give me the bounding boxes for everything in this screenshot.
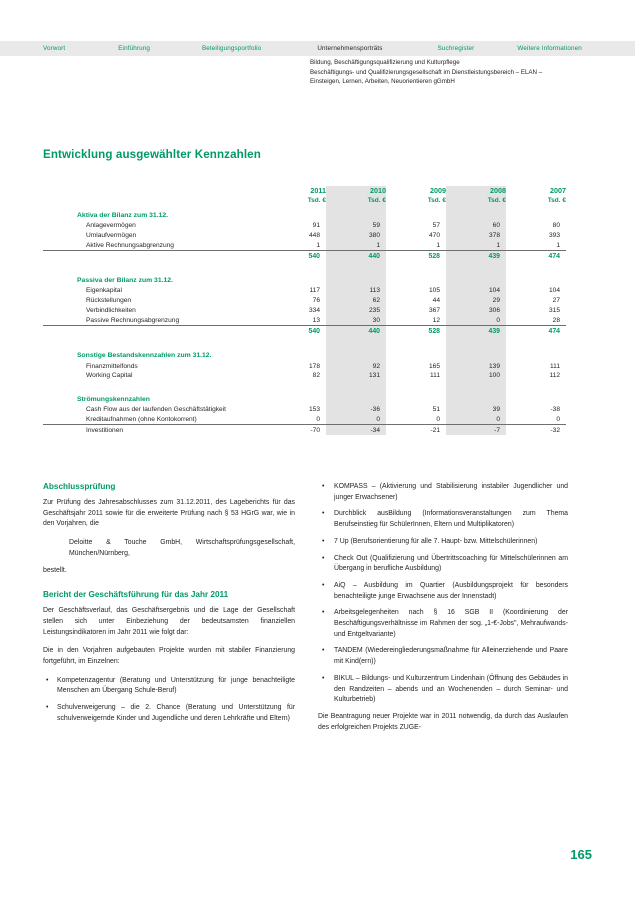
table-cell [386, 337, 446, 346]
table-cell: 440 [326, 251, 386, 262]
table-cell: 113 [326, 286, 386, 296]
table-spacer [43, 337, 566, 346]
table-cell: 27 [552, 297, 560, 305]
table-cell [326, 381, 386, 390]
table-cell [266, 381, 326, 390]
table-row [43, 286, 566, 296]
table-cell: Tsd. € [326, 196, 386, 205]
table-cell: -70 [310, 426, 320, 434]
table-cell: Tsd. € [427, 197, 446, 205]
table-cell: 117 [309, 287, 320, 295]
table-cell: 393 [548, 232, 560, 240]
row-label: Investitionen [86, 426, 124, 434]
row-label: Working Capital [86, 372, 133, 380]
table-cell: 62 [326, 296, 386, 306]
table-cell: 13 [266, 315, 326, 325]
table-header-units [43, 196, 566, 205]
table-cell [266, 337, 326, 346]
table-cell: 104 [446, 286, 506, 296]
table-spacer [43, 262, 566, 271]
table-cell: 2009 [430, 186, 446, 195]
table-cell [386, 381, 446, 390]
table-cell [266, 271, 326, 286]
table-cell: 0 [446, 315, 506, 325]
table-cell: 1 [266, 240, 326, 250]
table-cell: 92 [326, 361, 386, 371]
table-cell [506, 346, 566, 361]
table-cell: 111 [429, 372, 440, 380]
table-cell: 104 [548, 287, 560, 295]
table-cell: 235 [326, 306, 386, 316]
paragraph-geschaeftsverlauf: Der Geschäftsverlauf, das Geschäftsergebnis und die Lage der Gesellschaft stellen sich unter Einbeziehung der bedeutsamsten finanziellen Leistungsindikatoren im Jahr 2011 wie folgt dar: [43, 607, 295, 636]
header-caption-line2: Beschäftigungs- und Qualifizierungsgesellschaft im Dienstleistungsbereich – ELAN – [310, 68, 543, 76]
sum-label [43, 251, 266, 262]
table-cell [506, 337, 566, 346]
table-cell [446, 381, 506, 390]
table-cell: -32 [550, 426, 560, 434]
table-cell: 82 [312, 372, 320, 380]
table-cell: 28 [506, 315, 566, 325]
list-item: • KOMPASS – (Aktivierung und Stabilisierung instabiler Jugendlicher und junger Erwachsener) [318, 482, 568, 503]
table-cell [326, 346, 386, 361]
table-cell: 112 [549, 372, 560, 380]
table-cell [506, 390, 566, 405]
table-cell [266, 346, 326, 361]
table-cell: 2011 [310, 186, 326, 195]
table-cell: -34 [326, 425, 386, 435]
table-row [43, 414, 566, 424]
table-cell: 1 [446, 240, 506, 250]
table-cell [506, 381, 566, 390]
table-row [43, 221, 566, 231]
table-section-header [43, 271, 566, 286]
table-cell: 153 [308, 406, 320, 414]
row-label: Cash Flow aus der laufenden Geschäftstätigkeit [86, 406, 227, 414]
table-cell [326, 262, 386, 271]
table-cell [506, 262, 566, 271]
spacer-cell [43, 337, 266, 346]
table-cell: 448 [308, 232, 320, 240]
table-cell [266, 390, 326, 405]
left-bullet-list [43, 676, 295, 725]
table-cell [326, 206, 386, 221]
paragraph-projekte-intro: Die in den Vorjahren aufgebauten Projekte wurden mit stabiler Finanzierung fortgeführt, im Einzelnen: [43, 647, 295, 666]
heading-bericht-geschaeftsfuehrung: Bericht der Geschäftsführung für das Jahr 2011 [43, 590, 229, 600]
nav-item-beteiligungsportfolio[interactable]: Beteiligungsportfolio [201, 45, 262, 52]
table-cell: 59 [326, 221, 386, 231]
table-cell: 474 [548, 327, 560, 335]
table-cell: 39 [446, 405, 506, 415]
table-cell: 2007 [550, 186, 566, 195]
table-cell: 528 [428, 327, 440, 335]
table-row [43, 296, 566, 306]
list-item: • 7 Up (Berufsorientierung für alle 7. Haupt- bzw. Mittelschülerinnen) [318, 537, 568, 548]
section-title: Aktiva der Bilanz zum 31.12. [77, 211, 169, 219]
section-title: Passiva der Bilanz zum 31.12. [77, 277, 173, 285]
table-cell: 378 [446, 231, 506, 241]
table-spacer [43, 381, 566, 390]
table-cell: -21 [430, 426, 440, 434]
table-cell: Tsd. € [446, 196, 506, 205]
table-cell: 334 [308, 307, 320, 315]
table-cell: 12 [386, 315, 446, 325]
spacer-cell [43, 381, 266, 390]
kennzahlen-table [43, 186, 566, 435]
row-label: Finanzmittelfonds [86, 362, 138, 370]
table-cell: 0 [386, 414, 446, 424]
table-cell [386, 390, 446, 405]
table-cell: -7 [446, 425, 506, 435]
nav-item-einfuehrung[interactable]: Einführung [118, 45, 150, 52]
table-row [43, 315, 566, 325]
table-cell: 51 [432, 406, 440, 414]
row-label: Rückstellungen [86, 297, 132, 305]
list-item: • AiQ – Ausbildung im Quartier (Ausbildungsprojekt für besonders benachteiligte junge Erwachsene aus der Innenstadt) [318, 581, 568, 602]
top-navigation-bar [0, 41, 635, 56]
table-cell [446, 390, 506, 405]
heading-abschlusspruefung: Abschlussprüfung [43, 482, 116, 491]
table-row [43, 306, 566, 316]
row-label: Aktive Rechnungsabgrenzung [43, 240, 266, 250]
table-cell [446, 337, 506, 346]
table-cell: 100 [446, 371, 506, 381]
table-cell [446, 271, 506, 286]
table-cell [386, 271, 446, 286]
table-sum-row [43, 326, 566, 337]
table-cell: 440 [326, 326, 386, 337]
table-row [43, 240, 566, 250]
table-cell: -36 [326, 405, 386, 415]
list-item: • TANDEM (Wiedereingliederungsmaßnahme für Alleinerziehende und Paare mit Kind(ern)) [318, 646, 568, 667]
spacer-cell [43, 262, 266, 271]
table-cell: 0 [326, 414, 386, 424]
header-caption-line1: Bildung, Beschäftigungsqualifizierung und Kulturpflege [310, 59, 460, 66]
table-row [43, 425, 566, 435]
table-cell: 57 [432, 222, 440, 230]
paragraph-pruefer: Deloitte & Touche GmbH, Wirtschaftsprüfungsgesellschaft, München/Nürnberg, [69, 539, 295, 557]
table-cell: 111 [549, 362, 560, 370]
table-cell: 470 [428, 232, 440, 240]
header-caption [310, 58, 610, 87]
table-cell: 439 [446, 326, 506, 337]
table-cell: 306 [446, 306, 506, 316]
table-cell: 44 [432, 297, 440, 305]
table-cell: 105 [428, 287, 440, 295]
table-cell: 540 [308, 327, 320, 335]
table-cell: 178 [308, 362, 320, 370]
table-cell: 528 [428, 252, 440, 260]
table-cell [446, 262, 506, 271]
table-cell [446, 346, 506, 361]
table-section-header [43, 346, 566, 361]
header-caption-line3: Einsteigen, Lernen, Arbeiten, Neuorientieren gGmbH [310, 78, 455, 86]
table-cell: 139 [446, 361, 506, 371]
paragraph-pruefung-intro: Zur Prüfung des Jahresabschlusses zum 31.12.2011, des Lageberichts für das Geschäftsjahr 2011 sowie für die erweiterte Prüfung nach § 53 HGrG war, wie in den Vorjahren, die [43, 499, 295, 528]
table-cell: 367 [428, 307, 440, 315]
section-title: Strömungskennzahlen [77, 395, 150, 403]
table-cell: -38 [550, 406, 560, 414]
table-cell: 2010 [326, 186, 386, 196]
page-number: 165 [570, 847, 592, 862]
table-cell [386, 206, 446, 221]
sum-label [43, 326, 266, 337]
table-cell: 1 [386, 240, 446, 250]
table-row [43, 361, 566, 371]
table-cell: 0 [506, 414, 566, 424]
table-row [43, 231, 566, 241]
right-text-column [318, 482, 568, 741]
row-label: Eigenkapital [86, 287, 122, 295]
table-cell: 91 [312, 222, 320, 230]
list-item: • BIKUL – Bildungs- und Kulturzentrum Lindenhain (Öffnung des Gebäudes in den Randzeiten – abends und an Wochenenden – durch Seminar- und Kulturbetrieb) [318, 674, 568, 706]
row-label: Umlaufvermögen [86, 232, 137, 240]
table-header-years [43, 186, 566, 196]
list-item: • Schulverweigerung – die 2. Chance (Beratung und Unterstützung für schulverweigernde Kinder und Jugendliche und deren Lehrkräfte und Eltern) [43, 703, 295, 724]
table-cell: Tsd. € [307, 197, 326, 205]
table-cell [386, 262, 446, 271]
table-cell: Tsd. € [547, 197, 566, 205]
section-title: Sonstige Bestandskennzahlen zum 31.12. [77, 352, 212, 360]
table-cell [326, 390, 386, 405]
nav-item-vorwort[interactable]: Vorwort [43, 45, 66, 52]
table-cell: 439 [446, 251, 506, 262]
row-label: Anlagevermögen [86, 222, 136, 230]
table-cell [446, 206, 506, 221]
table-cell: 2008 [446, 186, 506, 196]
table-cell [506, 206, 566, 221]
table-cell: 315 [548, 307, 560, 315]
table-header-blank-2 [43, 196, 266, 205]
paragraph-beantragung: Die Beantragung neuer Projekte war in 2011 notwendig, da durch das Auslaufen des erfolgreichen Projekts ZUGE- [318, 712, 568, 731]
table-cell: 30 [326, 315, 386, 325]
table-cell: 380 [326, 231, 386, 241]
table-cell [326, 337, 386, 346]
table-cell: 474 [548, 252, 560, 260]
page-title: Entwicklung ausgewählter Kennzahlen [43, 148, 261, 161]
row-label: Kreditaufnahmen (ohne Kontokorrent) [43, 414, 266, 424]
list-item: • Check Out (Qualifizierung und Übertrittscoaching für Mittelschülerinnen am Übergang in berufliche Ausbildung) [318, 554, 568, 575]
nav-item-weitere-informationen[interactable]: Weitere Informationen [517, 45, 582, 52]
table-cell [266, 262, 326, 271]
table-cell: 165 [428, 362, 440, 370]
table-cell [386, 346, 446, 361]
left-text-column [43, 482, 295, 731]
list-item: • Kompetenzagentur (Beratung und Unterstützung für junge benachteiligte Menschen am Übergang Schule-Beruf) [43, 676, 295, 697]
table-section-header [43, 390, 566, 405]
table-cell [326, 271, 386, 286]
row-label: Passive Rechnungsabgrenzung [43, 315, 266, 325]
table-cell: 1 [506, 240, 566, 250]
list-item: • Arbeitsgelegenheiten nach § 16 SGB II (Koordinierung der Beschäftigungsverhältnisse im Rahmen der sog. „1-€-Jobs", Mehraufwands- und Entgeltvariante) [318, 608, 568, 640]
table-cell: 0 [266, 414, 326, 424]
table-cell: 1 [326, 240, 386, 250]
list-item: • Durchblick ausBildung (Informationsveranstaltungen zum Thema Berufseinstieg für SchülerInnen, Eltern und Multiplikatoren) [318, 509, 568, 530]
table-sum-row [43, 251, 566, 262]
table-cell [506, 271, 566, 286]
table-cell: 76 [312, 297, 320, 305]
table-section-header [43, 206, 566, 221]
table-cell [266, 206, 326, 221]
nav-item-unternehmensportraets[interactable]: Unternehmensporträts [317, 45, 383, 52]
kennzahlen-table-wrapper [43, 186, 566, 435]
nav-item-suchregister[interactable]: Suchregister [437, 45, 475, 52]
right-bullet-list [318, 482, 568, 706]
table-row [43, 371, 566, 381]
table-cell: 60 [446, 221, 506, 231]
table-cell: 0 [446, 414, 506, 424]
table-cell: 29 [446, 296, 506, 306]
table-header-blank [43, 186, 266, 196]
table-cell: 131 [326, 371, 386, 381]
table-cell: 540 [308, 252, 320, 260]
row-label: Verbindlichkeiten [86, 307, 136, 315]
paragraph-bestellt: bestellt. [43, 566, 67, 574]
table-cell: 80 [552, 222, 560, 230]
table-row [43, 405, 566, 415]
